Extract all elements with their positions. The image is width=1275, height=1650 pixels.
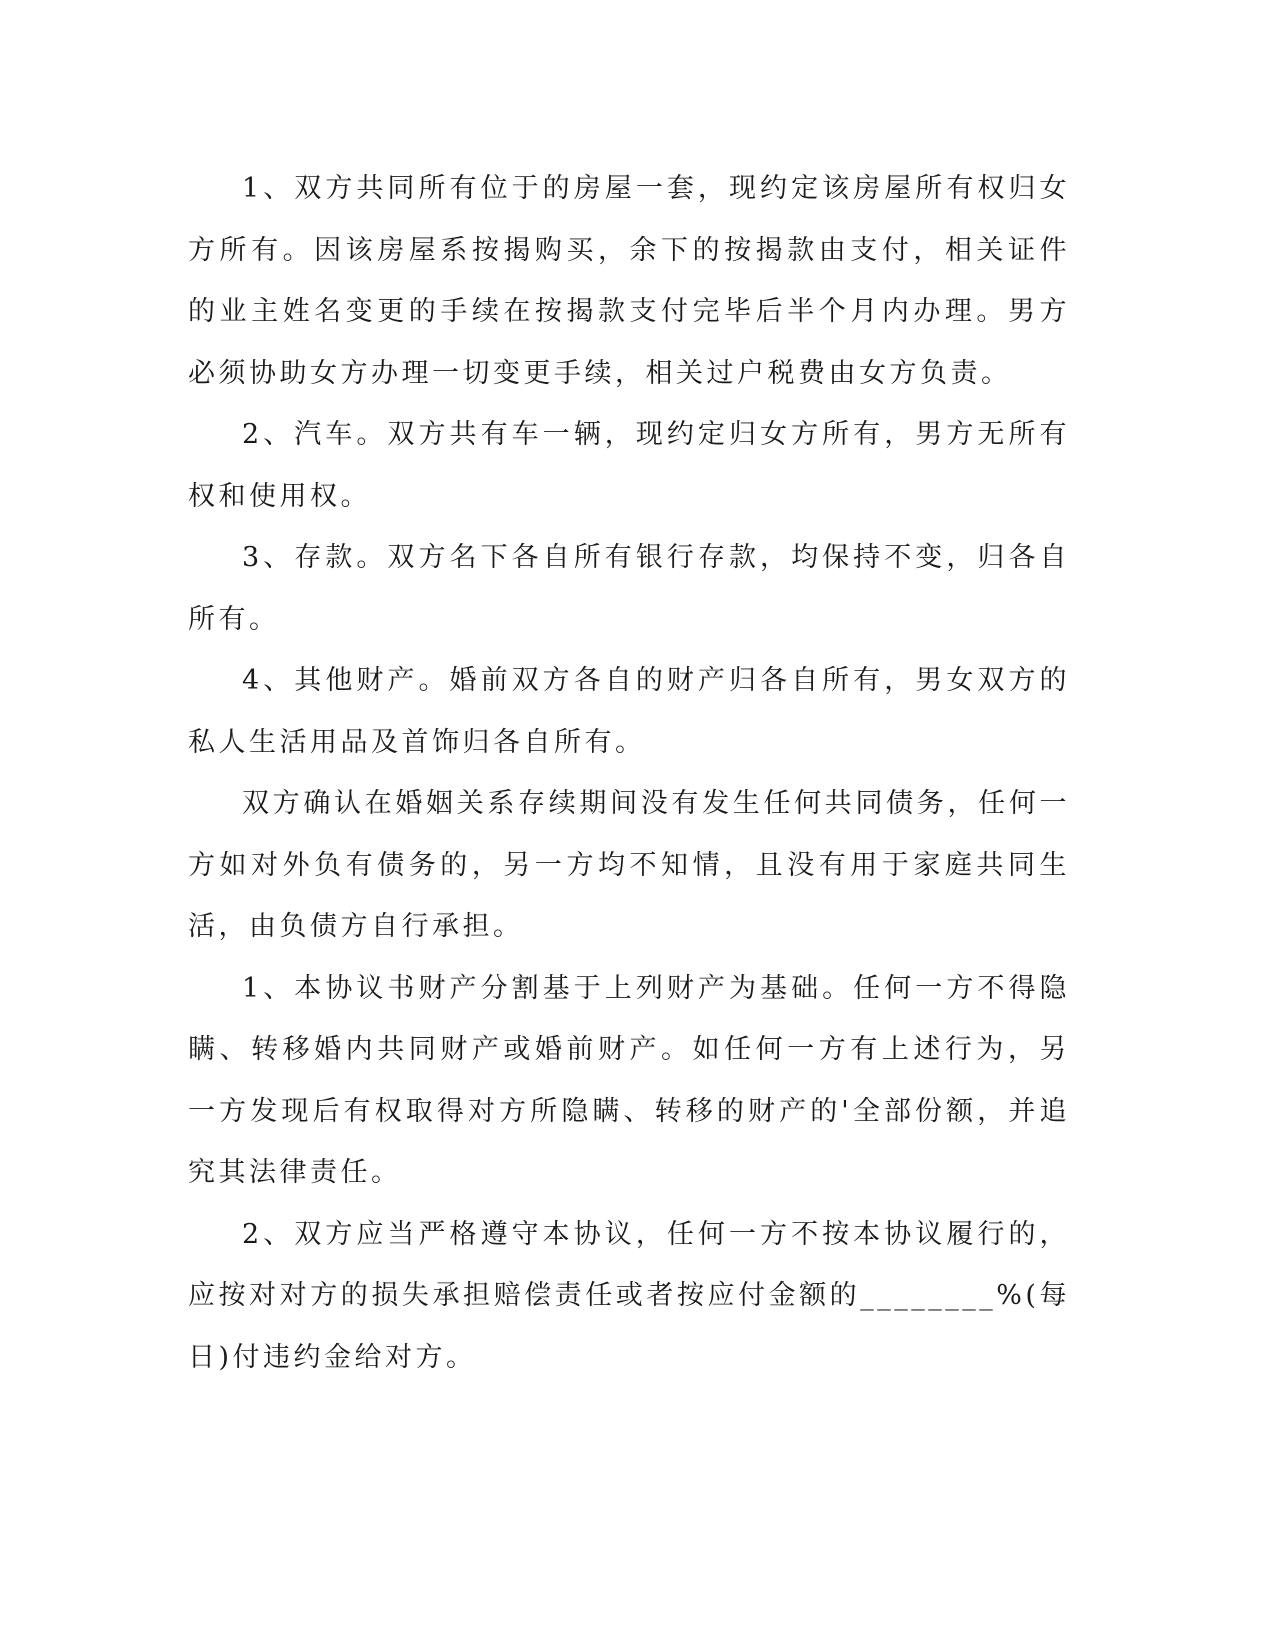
paragraph-deposits: 3、存款。双方名下各自所有银行存款，均保持不变，归各自所有。 — [188, 542, 1070, 635]
document-body — [188, 158, 1070, 1388]
paragraph-other-property: 4、其他财产。婚前双方各自的财产归各自所有，男女双方的私人生活用品及首饰归各自所有。 — [188, 665, 1070, 758]
paragraph-car: 2、汽车。双方共有车一辆，现约定归女方所有，男方无所有权和使用权。 — [188, 419, 1070, 512]
paragraph-property-basis: 1、本协议书财产分割基于上列财产为基础。任何一方不得隐瞒、转移婚内共同财产或婚前财产。如任何一方有上述行为，另一方发现后有权取得对方所隐瞒、转移的财产的'全部份额，并追究其法律责任。 — [188, 972, 1070, 1188]
paragraph-house-ownership: 1、双方共同所有位于的房屋一套，现约定该房屋所有权归女方所有。因该房屋系按揭购买，余下的按揭款由支付，相关证件的业主姓名变更的手续在按揭款支付完毕后半个月内办理。男方必须协助女方办理一切变更手续，相关过户税费由女方负责。 — [188, 173, 1070, 389]
paragraph-debts: 双方确认在婚姻关系存续期间没有发生任何共同债务，任何一方如对外负有债务的，另一方均不知情，且没有用于家庭共同生活，由负债方自行承担。 — [188, 788, 1070, 942]
paragraph-breach-liability: 2、双方应当严格遵守本协议，任何一方不按本协议履行的，应按对对方的损失承担赔偿责任或者按应付金额的________%(每日)付违约金给对方。 — [188, 1218, 1070, 1373]
